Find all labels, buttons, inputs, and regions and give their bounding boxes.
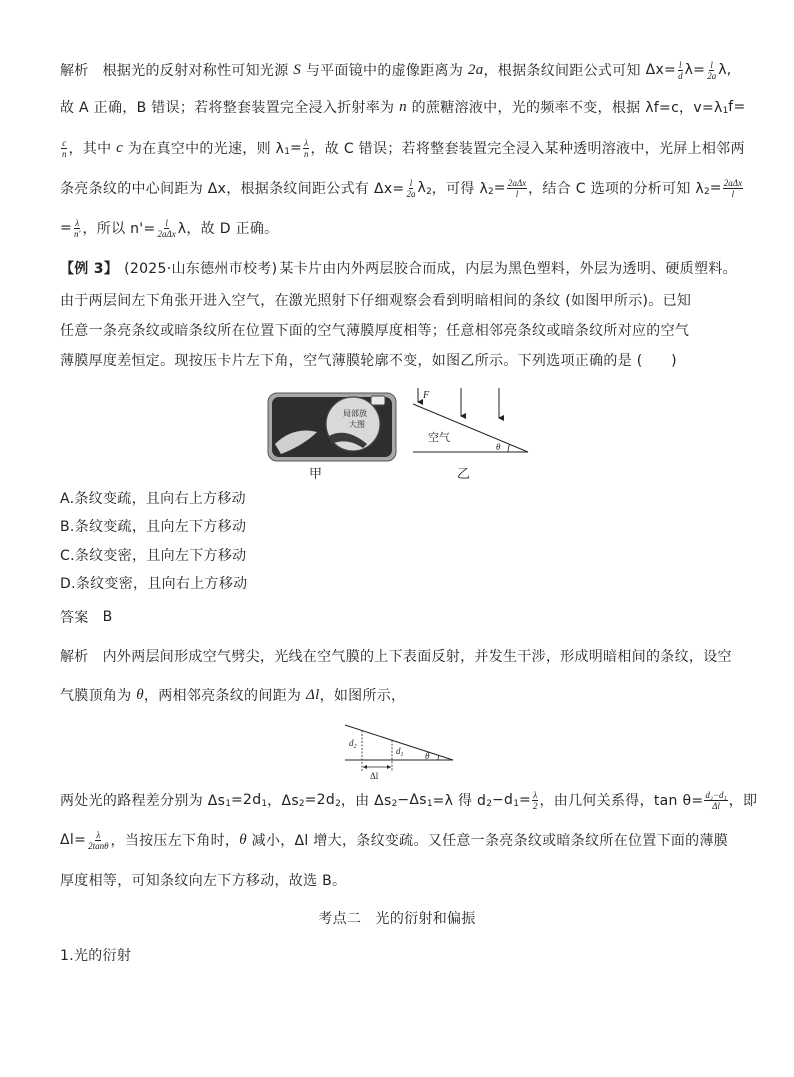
wedge-angle-arc	[438, 756, 439, 760]
text-fragment: ，故 C 错误；若将整套装置完全浸入某种透明溶液中，光屏上相邻两	[310, 141, 745, 157]
example-tag: 【例 3】	[60, 261, 119, 277]
text-fragment: 厚度相等，可知条纹向左下方移动，故选 B。	[60, 873, 347, 889]
subscript: 1	[261, 799, 268, 809]
text-fragment: 某卡片由内外两层胶合而成，内层为黑色塑料，外层为透明、硬质塑料。	[279, 261, 737, 277]
solution-label: 解析	[60, 63, 89, 79]
subscript: 2	[298, 799, 305, 809]
variable: 2a	[467, 61, 484, 78]
text-fragment: −Δs	[397, 792, 427, 808]
text-fragment: 与平面镜中的虚像距离为	[301, 63, 468, 79]
fraction-denominator: n	[303, 148, 309, 159]
subscript: 1	[426, 799, 433, 809]
fraction-numerator: λ	[96, 829, 101, 840]
magnifier-label-line-2: 大图	[349, 420, 365, 429]
prev-solution-line-5	[60, 216, 278, 240]
fraction	[723, 178, 743, 199]
magnifier-handle	[371, 396, 385, 405]
text-fragment: 的蔗糖溶液中，光的频率不变，根据	[406, 100, 646, 116]
fraction-denominator: 2aΔx	[157, 228, 176, 239]
text-fragment: ，结合 C 选项的分析可知 λ	[528, 181, 705, 197]
text-fragment: λ，故 D 正确。	[177, 221, 279, 237]
fraction-denominator: 2	[532, 800, 538, 811]
fraction-denominator: 2a	[406, 188, 416, 199]
text-fragment: ，根据条纹间距公式可知	[483, 63, 646, 79]
solution-label: 解析	[60, 649, 89, 665]
air-wedge-figure	[343, 722, 457, 782]
fraction	[156, 218, 176, 239]
text-fragment: 根据光的反射对称性可知光源	[102, 63, 294, 79]
text-fragment: =	[289, 140, 302, 156]
text-fragment: 故 A 正确，B 错误；若将整套装置完全浸入折射率为	[60, 100, 400, 116]
variable: Δl	[305, 686, 320, 703]
text-fragment: =	[518, 792, 531, 808]
option-a	[60, 486, 246, 510]
text-fragment: 条亮条纹的中心间距为 Δx，根据条纹间距公式有 Δx=	[60, 181, 405, 197]
text-fragment: ，Δs	[267, 793, 299, 809]
fraction-numerator: 2aΔx	[723, 177, 743, 188]
text-fragment: ，其中	[68, 141, 117, 157]
subscript: 2	[488, 187, 494, 197]
answer-value: B	[102, 609, 113, 625]
d2-label: $d_2$	[349, 738, 357, 750]
fraction	[405, 178, 416, 199]
text-fragment: ，即	[728, 793, 758, 809]
text-fragment: 为在真空中的光速，则 λ	[123, 141, 285, 157]
fraction-numerator: l	[165, 217, 168, 228]
prev-solution-line-1	[60, 58, 732, 82]
fraction-numerator: d₂−d₁	[705, 789, 727, 800]
subscript: 2	[426, 187, 432, 197]
section-heading	[0, 906, 794, 930]
subscript: 1	[284, 147, 290, 157]
text-fragment: 任意一条亮条纹或暗条纹所在位置下面的空气薄膜厚度相等；任意相邻亮条纹或暗条纹所对应的空气	[60, 323, 690, 339]
text-fragment: ，所以 n'=	[82, 221, 156, 237]
fraction-numerator: l	[710, 59, 713, 70]
fraction	[704, 790, 727, 811]
text-fragment: 减小，Δl 增大，条纹变疏。又任意一条亮条纹或暗条纹所在位置下面的薄膜	[246, 833, 729, 849]
prev-solution-line-4	[60, 176, 744, 200]
text-fragment: ，可得 λ	[431, 181, 489, 197]
example-source: (2025·山东德州市校考)	[124, 261, 278, 277]
fraction	[87, 830, 109, 851]
force-label: F	[423, 390, 430, 401]
fraction	[73, 218, 81, 239]
option-c	[60, 543, 246, 567]
example3-line-4	[60, 348, 677, 372]
fraction-numerator: l	[409, 177, 413, 188]
text-fragment: =	[60, 220, 73, 236]
fraction-numerator: c	[62, 137, 67, 148]
text-fragment: 由于两层间左下角张开进入空气，在激光照射下仔细观察会看到明暗相间的条纹 (如图甲所示)。已知	[60, 293, 692, 309]
text-fragment: =2d	[230, 792, 262, 808]
example3-line-1	[60, 256, 737, 280]
fraction-numerator: l	[679, 59, 682, 70]
text-fragment: λf=c，v=λ	[645, 100, 723, 116]
answer-label: 答案	[60, 610, 89, 626]
text-fragment: λ,	[718, 62, 732, 78]
example3-line-3	[60, 318, 689, 342]
option-b	[60, 514, 246, 538]
fraction-denominator: l	[731, 188, 735, 199]
variable: c	[116, 139, 124, 156]
example3-line-2	[60, 288, 691, 312]
fraction-numerator: λ	[533, 789, 538, 800]
fraction-numerator: λ	[75, 217, 80, 228]
text-fragment: 两处光的路程差分别为 Δs	[60, 793, 226, 809]
text-fragment: =λ 得 d	[432, 793, 487, 809]
subscript: 1	[513, 799, 519, 809]
subscript: 2	[391, 799, 398, 809]
text-fragment: λ	[417, 180, 427, 196]
air-label: 空气	[428, 431, 450, 444]
magnifier-label-line-1: 局部放	[343, 409, 367, 418]
section-subheading	[60, 943, 131, 967]
text-fragment: ，由几何关系得，tan θ=	[539, 793, 704, 809]
variable: S	[293, 61, 302, 78]
subscript: 1	[722, 106, 729, 116]
wedge-press-figure	[410, 386, 532, 458]
fraction-denominator: d	[678, 70, 683, 81]
fraction-denominator: 2a	[707, 70, 717, 81]
section-subheading-text: 1.光的衍射	[60, 948, 132, 964]
fraction-denominator: n	[62, 148, 67, 159]
text-fragment: ，由 Δs	[340, 793, 392, 809]
text-fragment: =	[493, 180, 506, 196]
text-fragment: λ=	[684, 62, 706, 78]
option-text: C.条纹变密，且向左下方移动	[60, 548, 247, 564]
subscript: 2	[704, 187, 710, 197]
fraction	[706, 60, 717, 81]
fraction-numerator: 2aΔx	[507, 177, 527, 188]
solution-line-1	[60, 644, 732, 668]
fraction-denominator: n'	[74, 228, 81, 239]
figure-b-caption: 乙	[457, 467, 471, 482]
text-fragment: ，两相邻亮条纹的间距为	[143, 688, 306, 704]
variable: n	[399, 98, 407, 115]
option-text: B.条纹变疏，且向左下方移动	[60, 519, 247, 535]
fraction-numerator: λ	[304, 137, 309, 148]
variable: θ	[239, 831, 247, 848]
angle-label: θ	[496, 442, 501, 452]
card-photo-figure	[267, 392, 399, 464]
option-text: D.条纹变密，且向右上方移动	[60, 576, 248, 592]
solution-line-2	[60, 683, 405, 707]
prev-solution-line-3	[60, 136, 745, 160]
text-fragment: Δl=	[60, 832, 87, 848]
text-fragment: ，如图所示，	[319, 688, 406, 704]
answer-line	[60, 605, 113, 629]
option-d	[60, 571, 247, 595]
subscript: 2	[486, 799, 492, 809]
text-fragment: =2d	[304, 792, 336, 808]
variable: θ	[136, 686, 144, 703]
fraction	[677, 60, 684, 81]
solution-line-3	[60, 788, 757, 812]
fraction-denominator: 2tanθ	[88, 840, 109, 851]
text-fragment: ，当按压左下角时，	[110, 833, 240, 849]
prev-solution-line-2	[60, 95, 746, 119]
fraction-denominator: Δl	[712, 800, 720, 811]
angle-arc	[508, 444, 510, 452]
text-fragment: 内外两层间形成空气劈尖，光线在空气膜的上下表面反射，并发生干涉，形成明暗相间的条纹，设空	[102, 649, 732, 665]
spacing-label: Δl	[370, 771, 379, 781]
fraction-denominator: l	[515, 188, 519, 199]
option-text: A.条纹变疏，且向右上方移动	[60, 491, 246, 507]
text-fragment: Δx=	[645, 62, 677, 78]
wedge-angle-label: θ	[425, 751, 430, 761]
figure-a-caption: 甲	[309, 467, 323, 482]
text-fragment: 薄膜厚度差恒定。现按压卡片左下角，空气薄膜轮廓不变，如图乙所示。下列选项正确的是 ( )	[60, 353, 677, 369]
upper-surface-line	[413, 404, 528, 452]
subscript: 2	[335, 799, 341, 809]
fraction	[507, 178, 527, 199]
text-fragment: 气膜顶角为	[60, 688, 137, 704]
text-fragment: −d	[491, 792, 514, 808]
section-heading-text: 考点二 光的衍射和偏振	[318, 911, 476, 927]
solution-line-5	[60, 868, 346, 892]
fraction	[303, 138, 310, 159]
text-fragment: f=	[728, 99, 746, 115]
fraction	[61, 138, 68, 159]
fraction	[532, 790, 539, 811]
solution-line-4	[60, 828, 728, 852]
d1-label: $d_1$	[396, 746, 404, 758]
text-fragment: =	[709, 180, 722, 196]
subscript: 1	[225, 799, 231, 809]
